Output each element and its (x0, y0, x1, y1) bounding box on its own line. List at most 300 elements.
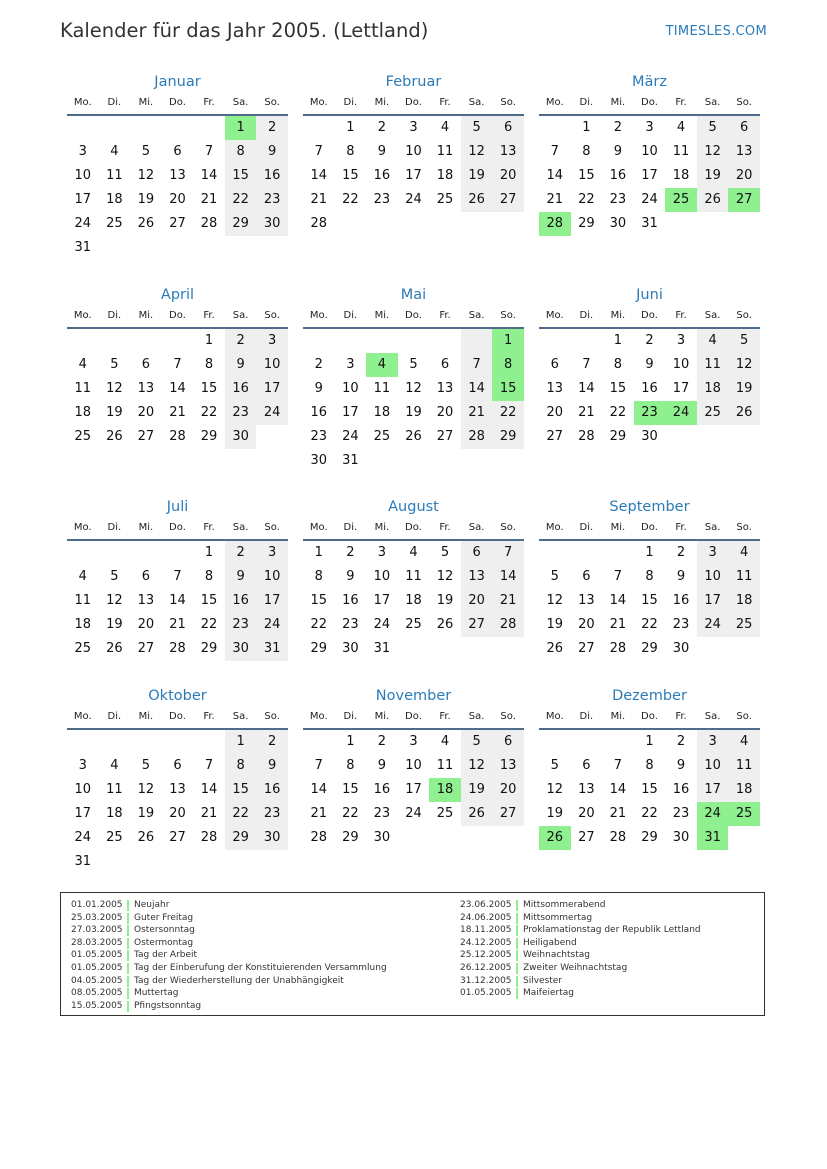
empty-cell (162, 329, 194, 353)
month-juni (539, 283, 760, 449)
holiday-marker (516, 938, 518, 949)
day-cell: 16 (225, 377, 257, 401)
day-cell: 9 (676, 758, 686, 773)
day-cell: 25 (697, 401, 729, 425)
day-cell: 4 (697, 329, 729, 353)
holiday-marker (516, 900, 518, 911)
day-cell: 1 (346, 734, 355, 749)
week-row (67, 164, 288, 188)
day-cell: 1 (346, 120, 355, 135)
day-cell: 17 (405, 782, 422, 797)
day-cell: 22 (641, 617, 658, 632)
day-cell: 22 (342, 806, 359, 821)
day-cell: 19 (461, 164, 493, 188)
holiday-marker (127, 950, 129, 961)
day-cell: 27 (492, 802, 524, 826)
day-cell: 17 (74, 192, 92, 207)
day-cell: 31 (74, 854, 92, 869)
day-cell: 6 (492, 116, 524, 140)
holiday-row (460, 962, 701, 975)
day-cell: 4 (78, 357, 87, 372)
day-cell: 4 (676, 120, 686, 135)
weekday-label: Fr. (675, 711, 687, 722)
day-cell: 20 (169, 806, 186, 821)
day-cell: 5 (697, 116, 729, 140)
weekday-label: Di. (343, 711, 358, 722)
day-cell: 19 (697, 164, 729, 188)
day-cell: 1 (613, 333, 623, 348)
day-cell: 2 (613, 120, 623, 135)
day-cell: 13 (169, 782, 186, 797)
holiday-name: Tag der Arbeit (134, 950, 198, 961)
weekday-label: Di. (107, 711, 122, 722)
weekday-label: So. (500, 522, 516, 533)
holiday-date: 01.05.2005 (460, 988, 512, 999)
day-cell: 13 (578, 782, 595, 797)
day-cell: 9 (613, 144, 623, 159)
day-cell: 27 (492, 188, 524, 212)
holiday-date: 24.06.2005 (460, 912, 512, 923)
weekday-label: Fr. (203, 310, 215, 321)
day-cell: 16 (373, 168, 391, 183)
day-cell: 26 (461, 802, 493, 826)
day-cell: 9 (225, 353, 257, 377)
holiday-date: 15.05.2005 (71, 1000, 123, 1011)
day-cell: 26 (137, 830, 155, 845)
empty-cell (162, 730, 194, 754)
day-cell: 16 (641, 381, 658, 396)
day-cell: 6 (582, 758, 591, 773)
day-cell: 4 (728, 541, 760, 565)
holiday-marker (127, 976, 129, 987)
week-row (67, 613, 288, 637)
day-cell: 9 (645, 357, 654, 372)
weekday-label: Sa. (468, 310, 485, 321)
weekday-label: Sa. (232, 97, 249, 108)
day-cell: 17 (256, 377, 288, 401)
day-cell: 17 (672, 381, 690, 396)
day-cell: 29 (578, 216, 595, 231)
day-cell: 4 (728, 730, 760, 754)
day-cell: 11 (373, 381, 391, 396)
day-cell: 6 (141, 357, 151, 372)
day-cell: 28 (200, 216, 218, 231)
day-cell: 16 (256, 164, 288, 188)
week-row (67, 778, 288, 802)
empty-cell (539, 116, 571, 140)
day-cell: 20 (492, 164, 524, 188)
day-cell: 22 (641, 806, 658, 821)
day-cell: 29 (225, 212, 257, 236)
week-row (539, 425, 760, 449)
day-cell: 11 (728, 754, 760, 778)
weekday-header (67, 307, 288, 329)
day-cell: 3 (78, 758, 87, 773)
holiday-date: 27.03.2005 (71, 925, 123, 936)
weekday-label: Do. (405, 522, 422, 533)
day-cell: 10 (697, 565, 729, 589)
holiday-list (60, 892, 765, 1016)
weekday-label: Do. (405, 97, 422, 108)
day-cell: 7 (204, 758, 214, 773)
empty-cell (398, 329, 430, 353)
site-link[interactable]: TIMESLES.COM (665, 24, 767, 39)
empty-cell (602, 541, 634, 565)
day-cell: 19 (461, 778, 493, 802)
holiday-day-cell: 1 (225, 116, 257, 140)
weekday-label: Di. (579, 522, 594, 533)
day-cell: 2 (645, 333, 654, 348)
week-row (67, 425, 288, 449)
day-cell: 3 (645, 120, 654, 135)
day-cell: 9 (256, 754, 288, 778)
day-cell: 3 (377, 545, 387, 560)
day-cell: 24 (641, 192, 658, 207)
day-cell: 12 (405, 381, 422, 396)
empty-cell (366, 329, 398, 353)
day-cell: 4 (110, 144, 119, 159)
day-cell: 3 (409, 120, 418, 135)
week-row (303, 116, 524, 140)
day-cell: 27 (578, 830, 595, 845)
week-row (303, 329, 524, 353)
weekday-label: Sa. (704, 310, 721, 321)
day-cell: 10 (342, 381, 359, 396)
day-cell: 11 (672, 144, 690, 159)
day-cell: 22 (578, 192, 595, 207)
week-row (539, 401, 760, 425)
day-cell: 7 (582, 357, 591, 372)
day-cell: 13 (728, 140, 760, 164)
day-cell: 6 (440, 357, 450, 372)
day-cell: 25 (728, 613, 760, 637)
weekday-label: Fr. (439, 522, 451, 533)
day-cell: 30 (609, 216, 627, 231)
day-cell: 5 (461, 730, 493, 754)
empty-cell (571, 730, 603, 754)
holiday-name: Muttertag (134, 988, 179, 999)
day-cell: 1 (225, 730, 257, 754)
day-cell: 8 (645, 569, 654, 584)
empty-cell (461, 329, 493, 353)
weekday-label: Mi. (138, 522, 154, 533)
day-cell: 29 (609, 429, 627, 444)
day-cell: 21 (492, 589, 524, 613)
empty-cell (539, 329, 571, 353)
day-cell: 29 (342, 830, 359, 845)
holiday-marker (516, 925, 518, 936)
holiday-marker (127, 963, 129, 974)
holiday-marker (127, 988, 129, 999)
weekday-label: Fr. (439, 711, 451, 722)
week-row (303, 541, 524, 565)
weekday-label: Fr. (439, 310, 451, 321)
day-cell: 9 (314, 381, 323, 396)
day-cell: 15 (225, 164, 257, 188)
week-row (303, 730, 524, 754)
day-cell: 30 (310, 453, 328, 468)
holiday-date: 01.05.2005 (71, 950, 123, 961)
week-row (539, 730, 760, 754)
holiday-row (460, 924, 701, 937)
day-cell: 14 (461, 377, 493, 401)
month-november (303, 684, 524, 850)
weekday-label: Sa. (704, 711, 721, 722)
week-row (303, 425, 524, 449)
day-cell: 24 (256, 401, 288, 425)
day-cell: 24 (697, 613, 729, 637)
week-row (539, 613, 760, 637)
day-cell: 13 (492, 140, 524, 164)
day-cell: 8 (204, 357, 214, 372)
day-cell: 4 (409, 545, 418, 560)
day-cell: 31 (342, 453, 359, 468)
day-cell: 2 (676, 545, 686, 560)
day-cell: 15 (342, 168, 359, 183)
day-cell: 8 (645, 758, 654, 773)
day-cell: 10 (373, 569, 391, 584)
day-cell: 15 (641, 593, 658, 608)
holiday-day-cell: 24 (697, 802, 729, 826)
day-cell: 4 (440, 120, 450, 135)
day-cell: 23 (672, 617, 690, 632)
weekday-label: Fr. (439, 97, 451, 108)
day-cell: 15 (641, 782, 658, 797)
month-februar (303, 70, 524, 236)
weekday-label: Mi. (610, 310, 626, 321)
day-cell: 19 (546, 617, 564, 632)
day-cell: 8 (346, 758, 355, 773)
week-row (67, 730, 288, 754)
week-row (539, 188, 760, 212)
weekday-label: Do. (641, 97, 658, 108)
month-title: November (375, 688, 452, 704)
day-cell: 18 (672, 168, 690, 183)
day-cell: 20 (137, 405, 155, 420)
holiday-row (460, 937, 701, 950)
week-row (67, 377, 288, 401)
weekday-label: Mi. (374, 310, 390, 321)
empty-cell (130, 329, 162, 353)
weekday-label: Sa. (232, 522, 249, 533)
month-title: März (632, 74, 667, 90)
week-row (303, 449, 524, 473)
week-row (67, 802, 288, 826)
holiday-name: Ostersonntag (134, 925, 195, 936)
holiday-name: Heiligabend (523, 937, 577, 948)
day-cell: 14 (310, 782, 328, 797)
weekday-label: Sa. (468, 711, 485, 722)
month-juli (67, 495, 288, 661)
week-row (67, 541, 288, 565)
holiday-marker (516, 913, 518, 924)
weekday-label: Sa. (468, 97, 485, 108)
day-cell: 7 (613, 758, 623, 773)
day-cell: 2 (676, 734, 686, 749)
day-cell: 22 (225, 188, 257, 212)
day-cell: 4 (110, 758, 119, 773)
weekday-label: Fr. (675, 97, 687, 108)
week-row (303, 188, 524, 212)
day-cell: 7 (492, 541, 524, 565)
day-cell: 30 (373, 830, 391, 845)
day-cell: 12 (106, 381, 123, 396)
weekday-label: Mi. (610, 711, 626, 722)
day-cell: 11 (74, 593, 92, 608)
day-cell: 24 (74, 830, 92, 845)
day-cell: 22 (200, 617, 218, 632)
day-cell: 10 (641, 144, 658, 159)
week-row (539, 377, 760, 401)
weekday-header (303, 519, 524, 541)
day-cell: 1 (204, 545, 214, 560)
weekday-label: Di. (343, 97, 358, 108)
weekday-label: Mi. (138, 97, 154, 108)
week-row (67, 850, 288, 874)
week-row (303, 565, 524, 589)
holiday-row (71, 924, 387, 937)
weekday-label: Mo. (73, 711, 92, 722)
day-cell: 13 (137, 593, 155, 608)
day-cell: 1 (645, 545, 654, 560)
weekday-header (67, 708, 288, 730)
empty-cell (303, 116, 335, 140)
weekday-label: Mi. (610, 522, 626, 533)
empty-cell (162, 541, 194, 565)
holiday-row (71, 962, 387, 975)
day-cell: 17 (74, 806, 92, 821)
day-cell: 11 (697, 353, 729, 377)
week-row (303, 637, 524, 661)
day-cell: 29 (310, 641, 328, 656)
day-cell: 26 (106, 429, 123, 444)
day-cell: 24 (405, 806, 422, 821)
day-cell: 17 (697, 589, 729, 613)
day-cell: 15 (225, 778, 257, 802)
holiday-marker (127, 913, 129, 924)
weekday-label: So. (500, 97, 516, 108)
day-cell: 9 (676, 569, 686, 584)
month-dezember (539, 684, 760, 850)
day-cell: 27 (137, 641, 155, 656)
day-cell: 5 (728, 329, 760, 353)
week-row (539, 164, 760, 188)
day-cell: 22 (310, 617, 328, 632)
holiday-name: Tag der Wiederherstellung der Unabhängigkeit (134, 975, 344, 986)
day-cell: 8 (204, 569, 214, 584)
day-cell: 16 (342, 593, 359, 608)
day-cell: 22 (609, 405, 627, 420)
day-cell: 3 (409, 734, 418, 749)
day-cell: 12 (697, 140, 729, 164)
week-row (303, 401, 524, 425)
weekday-label: Di. (579, 711, 594, 722)
day-cell: 10 (74, 168, 92, 183)
day-cell: 23 (609, 192, 627, 207)
holiday-name: Mittsommertag (523, 912, 593, 923)
week-row (539, 778, 760, 802)
day-cell: 7 (613, 569, 623, 584)
day-cell: 26 (697, 188, 729, 212)
day-cell: 26 (137, 216, 155, 231)
day-cell: 6 (492, 730, 524, 754)
day-cell: 6 (173, 758, 182, 773)
day-cell: 14 (169, 381, 186, 396)
holiday-list-right (460, 899, 701, 1000)
holiday-date: 18.11.2005 (460, 925, 512, 936)
weekday-label: Mo. (73, 310, 92, 321)
day-cell: 27 (169, 216, 186, 231)
day-cell: 19 (106, 405, 123, 420)
day-cell: 20 (169, 192, 186, 207)
day-cell: 2 (256, 116, 288, 140)
day-cell: 26 (728, 401, 760, 425)
week-row (67, 826, 288, 850)
day-cell: 17 (342, 405, 359, 420)
holiday-row (460, 949, 701, 962)
day-cell: 10 (256, 565, 288, 589)
empty-cell (67, 730, 99, 754)
day-cell: 16 (672, 593, 690, 608)
day-cell: 6 (173, 144, 182, 159)
week-row (303, 212, 524, 236)
weekday-label: Mo. (73, 522, 92, 533)
weekday-label: Do. (169, 711, 186, 722)
day-cell: 8 (346, 144, 355, 159)
week-row (67, 353, 288, 377)
week-row (539, 802, 760, 826)
month-oktober (67, 684, 288, 874)
day-cell: 27 (578, 641, 595, 656)
day-cell: 21 (200, 806, 218, 821)
day-cell: 28 (169, 641, 186, 656)
day-cell: 14 (578, 381, 595, 396)
day-cell: 3 (256, 541, 288, 565)
day-cell: 23 (672, 806, 690, 821)
day-cell: 14 (200, 168, 218, 183)
day-cell: 22 (225, 802, 257, 826)
day-cell: 22 (342, 192, 359, 207)
day-cell: 28 (310, 216, 328, 231)
day-cell: 24 (342, 429, 359, 444)
weekday-label: So. (264, 522, 280, 533)
day-cell: 14 (310, 168, 328, 183)
weekday-label: Mo. (309, 522, 328, 533)
weekday-label: Mi. (138, 711, 154, 722)
day-cell: 8 (314, 569, 323, 584)
holiday-marker (516, 963, 518, 974)
week-row (303, 826, 524, 850)
day-cell: 29 (200, 641, 218, 656)
day-cell: 9 (225, 565, 257, 589)
holiday-date: 01.05.2005 (71, 962, 123, 973)
weekday-header (67, 519, 288, 541)
day-cell: 18 (106, 806, 123, 821)
holiday-day-cell: 1 (492, 329, 524, 353)
day-cell: 20 (461, 589, 493, 613)
holiday-day-cell: 25 (728, 802, 760, 826)
day-cell: 7 (314, 144, 323, 159)
week-row (67, 212, 288, 236)
day-cell: 12 (436, 569, 454, 584)
weekday-header (67, 94, 288, 116)
holiday-name: Pfingstsonntag (134, 1000, 202, 1011)
weekday-label: Mo. (545, 310, 564, 321)
weekday-label: Sa. (704, 97, 721, 108)
day-cell: 2 (377, 734, 387, 749)
day-cell: 21 (200, 192, 218, 207)
day-cell: 14 (492, 565, 524, 589)
